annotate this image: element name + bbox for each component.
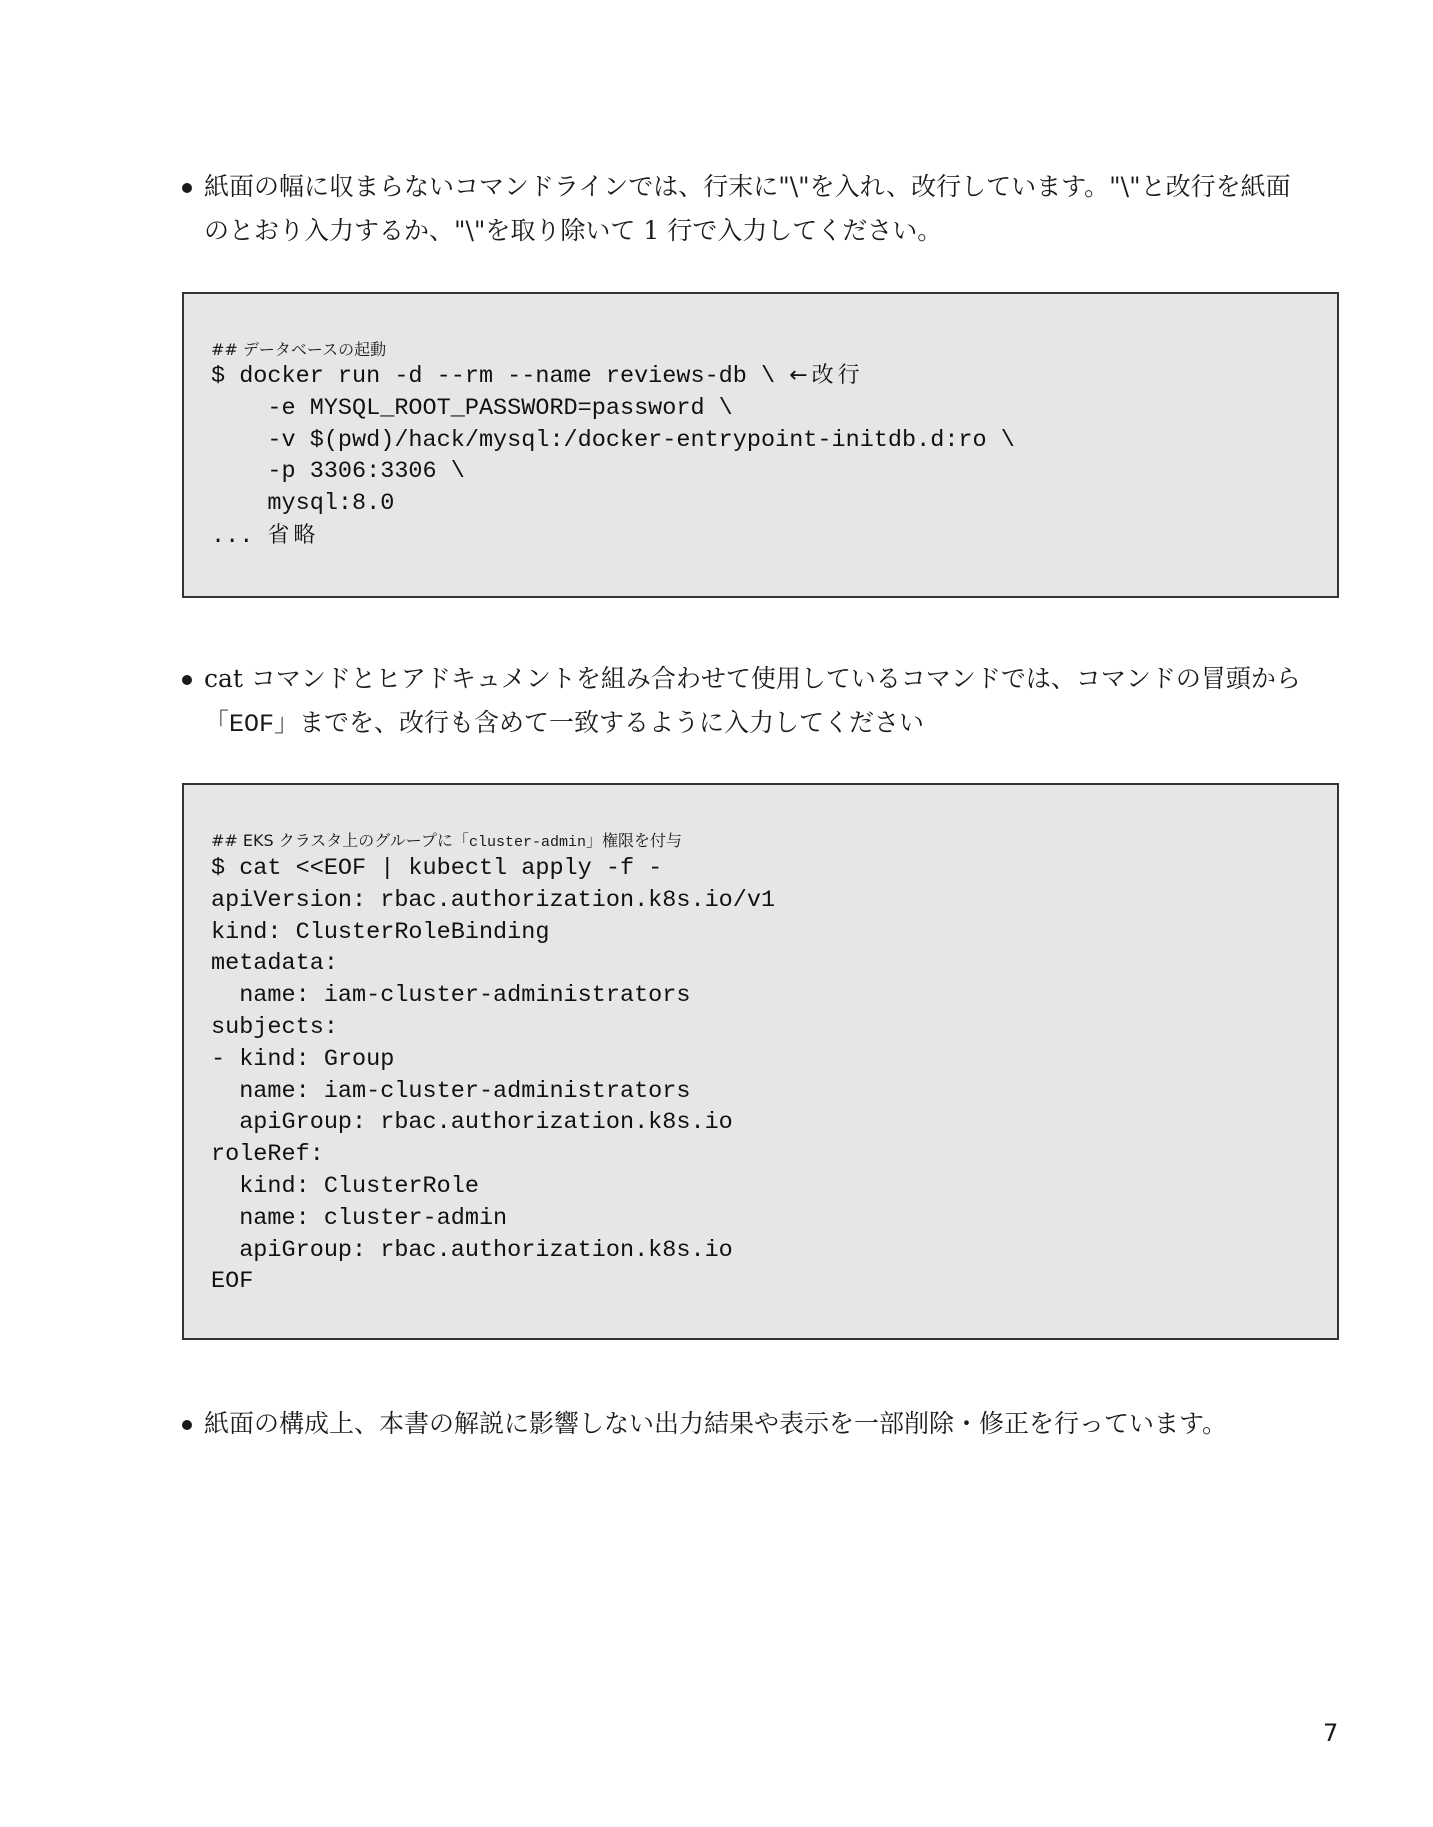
code-line: apiGroup: rbac.authorization.k8s.io — [211, 1109, 733, 1137]
code-text: $ docker run -d --rm --name reviews-db \ — [211, 363, 790, 390]
code-line: -e MYSQL_ROOT_PASSWORD=password \ — [211, 394, 733, 422]
code-line — [211, 360, 1337, 393]
code-line: kind: ClusterRole — [211, 1172, 479, 1200]
code-line: $ cat <<EOF | kubectl apply -f - — [211, 855, 663, 882]
code-line: apiGroup: rbac.authorization.k8s.io — [211, 1236, 733, 1264]
bullet-text-line: cat コマンドとヒアドキュメントを組み合わせて使用しているコマンドでは、コマンドの冒頭から — [204, 664, 1301, 693]
code-block-kubectl — [182, 783, 1339, 1340]
bullet-text-line: 紙面の構成上、本書の解説に影響しない出力結果や表示を一部削除・修正を行っています。 — [204, 1409, 1228, 1438]
code-line: subjects: — [211, 1013, 338, 1041]
code-comment: ## データベースの起動 — [211, 340, 387, 359]
code-line: mysql:8.0 — [211, 490, 395, 518]
bullet-dot — [182, 675, 192, 685]
bullet-text-line — [204, 701, 1344, 747]
comment-text: 」権限を付与 — [586, 831, 683, 850]
bullet-output-note — [204, 1402, 1344, 1446]
code-line: EOF — [211, 1268, 254, 1296]
code-line: name: iam-cluster-administrators — [211, 982, 691, 1010]
page-number: 7 — [1323, 1719, 1339, 1747]
eof-keyword: EOF — [229, 710, 275, 739]
code-line: kind: ClusterRoleBinding — [211, 918, 550, 946]
bullet-dot — [182, 1420, 192, 1430]
code-line: name: iam-cluster-administrators — [211, 1077, 691, 1105]
code-text: ... — [211, 522, 268, 550]
bullet-text-line: のとおり入力するか、"\"を取り除いて 1 行で入力してください。 — [204, 216, 943, 245]
code-block-docker — [182, 292, 1339, 598]
code-line: - kind: Group — [211, 1045, 395, 1073]
line-break-note: ←改行 — [789, 363, 864, 388]
code-line: -v $(pwd)/hack/mysql:/docker-entrypoint-initdb.d:ro \ — [211, 426, 1015, 454]
bullet-dot — [182, 183, 192, 193]
code-comment — [211, 831, 1337, 853]
bullet-line-continuation — [204, 165, 1344, 253]
code-line: metadata: — [211, 950, 338, 978]
code-line: -p 3306:3306 \ — [211, 458, 465, 486]
bullet-text-line: 紙面の幅に収まらないコマンドラインでは、行末に"\"を入れ、改行しています。"\"と改行を紙面 — [204, 172, 1291, 201]
code-line — [211, 520, 1337, 553]
code-line: apiVersion: rbac.authorization.k8s.io/v1 — [211, 886, 776, 914]
comment-mono: cluster-admin — [468, 834, 587, 851]
bullet-heredoc — [204, 657, 1344, 747]
bullet-text-rest: 」までを、改行も含めて一致するように入力してください — [274, 708, 925, 737]
omission-note: 省略 — [267, 522, 320, 548]
comment-text: ## EKS クラスタ上のグループに「 — [211, 831, 469, 850]
bracket-open: 「 — [204, 708, 230, 737]
code-line: name: cluster-admin — [211, 1204, 508, 1232]
code-line: roleRef: — [211, 1141, 324, 1169]
